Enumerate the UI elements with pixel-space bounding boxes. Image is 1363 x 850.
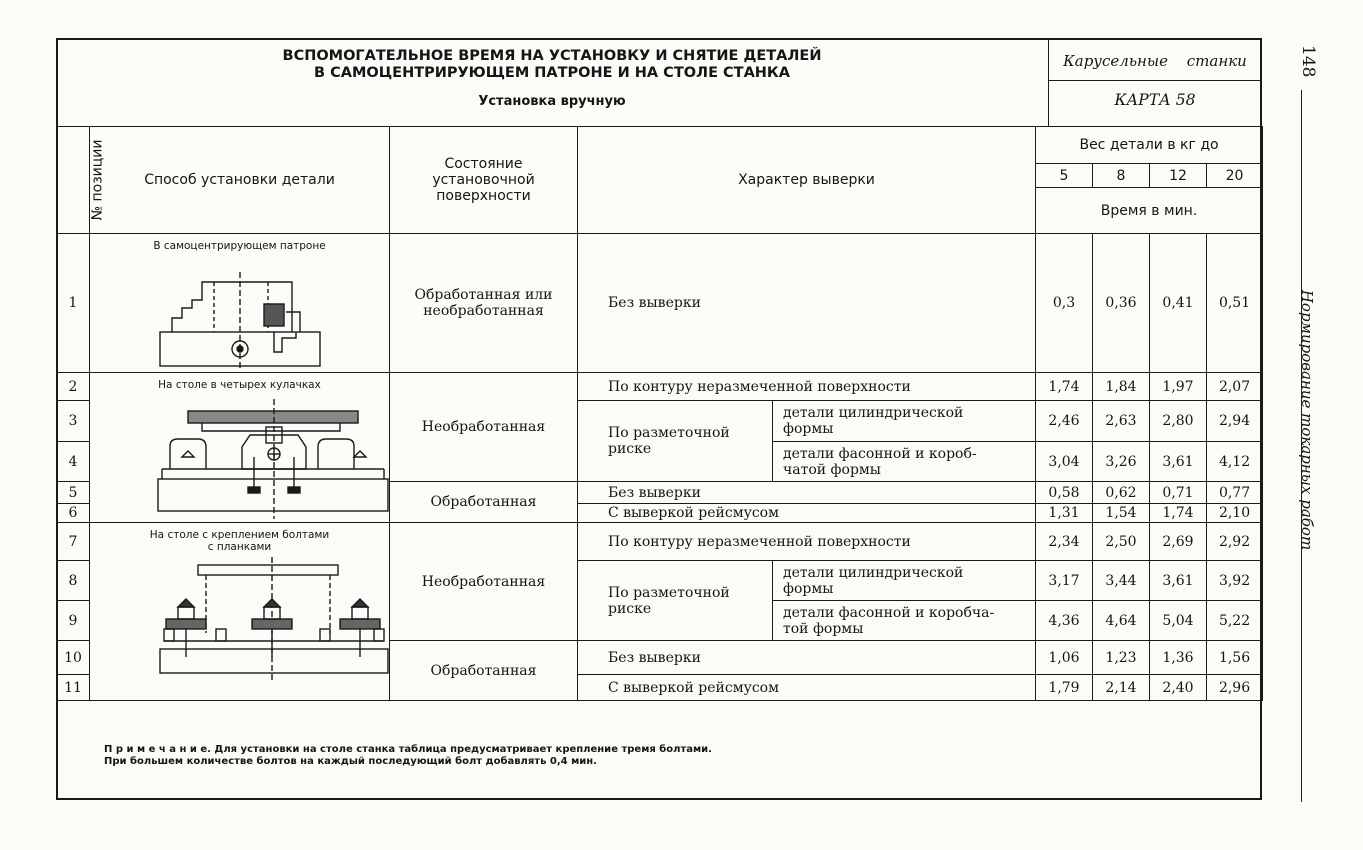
time-value: 5,22 — [1207, 601, 1263, 641]
running-header: Нормирование токарных работ — [1298, 289, 1316, 551]
time-value: 2,63 — [1093, 401, 1150, 442]
method-jaws-label: На столе в четырех кулачках — [158, 379, 321, 391]
header-right-divider — [1048, 80, 1260, 81]
position-number: 11 — [57, 675, 90, 701]
table-row — [57, 373, 1263, 401]
alignment-cylindrical: детали цилиндрической формы — [773, 401, 1036, 442]
method-bolts-label: На столе с креплением болтами с планками — [149, 529, 330, 553]
table-row — [57, 234, 1263, 373]
time-value: 4,36 — [1036, 601, 1093, 641]
time-value: 2,69 — [1150, 523, 1207, 561]
jaws-drawing-icon — [90, 391, 390, 521]
condition-raw: Необработанная — [390, 523, 578, 641]
time-value: 3,04 — [1036, 442, 1093, 482]
alignment-by-mark: По разметочной риске — [578, 561, 773, 641]
time-value: 2,92 — [1207, 523, 1263, 561]
alignment-gauge: С выверкой рейсмусом — [578, 504, 1036, 523]
alignment-none: Без выверки — [578, 641, 1036, 675]
position-number: 6 — [57, 504, 90, 523]
time-value: 1,31 — [1036, 504, 1093, 523]
time-value: 1,97 — [1150, 373, 1207, 401]
time-value: 0,51 — [1207, 234, 1263, 373]
alignment-none: Без выверки — [578, 234, 1036, 373]
alignment-gauge: С выверкой рейсмусом — [578, 675, 1036, 701]
position-number: 7 — [57, 523, 90, 561]
position-number: 4 — [57, 442, 90, 482]
col-alignment-header: Характер выверки — [578, 127, 1036, 234]
time-value: 4,64 — [1093, 601, 1150, 641]
time-value: 1,23 — [1093, 641, 1150, 675]
card-number: КАРТА 58 — [1114, 91, 1196, 109]
weight-12: 12 — [1150, 164, 1207, 188]
bolts-drawing-icon — [90, 553, 390, 683]
time-value: 4,12 — [1207, 442, 1263, 482]
time-value: 0,36 — [1093, 234, 1150, 373]
time-value: 2,96 — [1207, 675, 1263, 701]
alignment-contour: По контуру неразмеченной поверхности — [578, 373, 1036, 401]
weight-20: 20 — [1207, 164, 1263, 188]
alignment-contour: По контуру неразмеченной поверхности — [578, 523, 1036, 561]
method-chuck-label: В самоцентрирующем патроне — [153, 240, 326, 252]
time-value: 1,56 — [1207, 641, 1263, 675]
time-value: 1,84 — [1093, 373, 1150, 401]
time-value: 2,10 — [1207, 504, 1263, 523]
condition-machined: Обработанная — [390, 482, 578, 523]
time-value: 5,04 — [1150, 601, 1207, 641]
alignment-shaped: детали фасонной и короб- чатой формы — [773, 442, 1036, 482]
time-value: 3,17 — [1036, 561, 1093, 601]
col-time-header: Время в мин. — [1036, 188, 1263, 234]
chuck-drawing-icon — [90, 252, 390, 372]
condition-machined: Обработанная — [390, 641, 578, 701]
time-value: 0,41 — [1150, 234, 1207, 373]
time-value: 3,92 — [1207, 561, 1263, 601]
position-number: 8 — [57, 561, 90, 601]
time-value: 1,74 — [1150, 504, 1207, 523]
time-value: 1,54 — [1093, 504, 1150, 523]
time-value: 2,34 — [1036, 523, 1093, 561]
time-value: 2,07 — [1207, 373, 1263, 401]
time-value: 2,94 — [1207, 401, 1263, 442]
method-jaws — [90, 373, 390, 523]
position-number: 2 — [57, 373, 90, 401]
footnote: П р и м е ч а н и е. Для установки на столе станка таблица предусматривает крепление тремя болтами. При большем количестве болтов на каждый последующий болт добавлять 0,4 мин. — [104, 744, 712, 767]
time-value: 2,80 — [1150, 401, 1207, 442]
weight-5: 5 — [1036, 164, 1093, 188]
method-chuck — [90, 234, 390, 373]
time-value: 1,36 — [1150, 641, 1207, 675]
time-value: 1,74 — [1036, 373, 1093, 401]
time-value: 3,61 — [1150, 561, 1207, 601]
table-row — [57, 523, 1263, 561]
col-position-header: № позиции — [57, 127, 90, 234]
time-value: 2,50 — [1093, 523, 1150, 561]
alignment-cylindrical: детали цилиндрической формы — [773, 561, 1036, 601]
time-value: 2,46 — [1036, 401, 1093, 442]
position-number: 9 — [57, 601, 90, 641]
card-title: ВСПОМОГАТЕЛЬНОЕ ВРЕМЯ НА УСТАНОВКУ И СНЯТИЕ ДЕТАЛЕЙ В САМОЦЕНТРИРУЮЩЕМ ПАТРОНЕ И НА СТОЛЕ СТАНКА — [282, 48, 822, 81]
alignment-by-mark: По разметочной риске — [578, 401, 773, 482]
time-value: 0,62 — [1093, 482, 1150, 504]
time-value: 3,26 — [1093, 442, 1150, 482]
time-value: 0,58 — [1036, 482, 1093, 504]
header-divider — [1048, 38, 1049, 126]
weight-8: 8 — [1093, 164, 1150, 188]
col-weight-header: Вес детали в кг до — [1036, 127, 1263, 164]
condition-raw: Необработанная — [390, 373, 578, 482]
time-value: 2,40 — [1150, 675, 1207, 701]
col-method-header: Способ установки детали — [90, 127, 390, 234]
position-number: 10 — [57, 641, 90, 675]
alignment-none: Без выверки — [578, 482, 1036, 504]
time-value: 3,44 — [1093, 561, 1150, 601]
time-value: 0,3 — [1036, 234, 1093, 373]
position-number: 5 — [57, 482, 90, 504]
time-value: 1,79 — [1036, 675, 1093, 701]
method-bolts — [90, 523, 390, 701]
time-value: 0,77 — [1207, 482, 1263, 504]
machine-type: Карусельные станки — [1063, 52, 1247, 70]
time-value: 0,71 — [1150, 482, 1207, 504]
alignment-shaped: детали фасонной и коробча- той формы — [773, 601, 1036, 641]
page-number: 148 — [1298, 45, 1318, 78]
time-value: 3,61 — [1150, 442, 1207, 482]
position-number: 3 — [57, 401, 90, 442]
condition-both: Обработанная или необработанная — [390, 234, 578, 373]
col-surface-header: Состояние установочной поверхности — [390, 127, 578, 234]
time-value: 2,14 — [1093, 675, 1150, 701]
table-header-row — [57, 127, 1263, 164]
position-number: 1 — [57, 234, 90, 373]
time-table — [56, 126, 1263, 701]
time-value: 1,06 — [1036, 641, 1093, 675]
card-subtitle: Установка вручную — [478, 94, 626, 109]
